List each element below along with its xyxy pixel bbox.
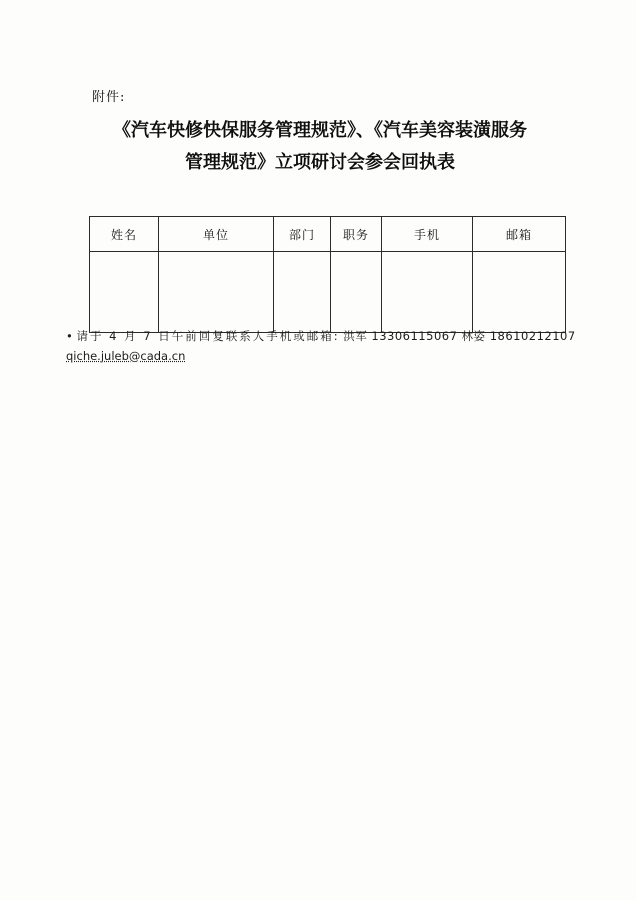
table-cell-unit: [159, 252, 274, 333]
table-cell-name: [90, 252, 159, 333]
attachment-label: 附件:: [92, 90, 126, 105]
table-header-cell: 单位: [159, 217, 274, 252]
page-title: [70, 115, 570, 178]
table-cell-dept: [274, 252, 331, 333]
note-block: [66, 328, 586, 366]
table-cell-mobile: [382, 252, 473, 333]
table-cell-post: [331, 252, 382, 333]
note-bullet: •: [66, 329, 73, 343]
note-contacts: 洪军 13306115067 林姿 18610212107: [343, 329, 576, 343]
note-email: qiche.juleb@cada.cn: [66, 348, 186, 363]
table-header-cell: 手机: [382, 217, 473, 252]
table-header-cell: 部门: [274, 217, 331, 252]
note-text: 请于 4 月 7 日午前回复联系人手机或邮箱:: [76, 329, 340, 343]
table-header-row: [90, 217, 566, 252]
page-title-line-1: 《汽车快修快保服务管理规范》、《汽车美容装潢服务: [113, 120, 527, 141]
table-header-cell: 邮箱: [473, 217, 566, 252]
receipt-table: [89, 216, 566, 333]
table-row: [90, 252, 566, 333]
table-header-cell: 姓名: [90, 217, 159, 252]
page-title-line-2: 管理规范》立项研讨会参会回执表: [185, 151, 455, 173]
table-cell-mail: [473, 252, 566, 333]
table-header-cell: 职务: [331, 217, 382, 252]
